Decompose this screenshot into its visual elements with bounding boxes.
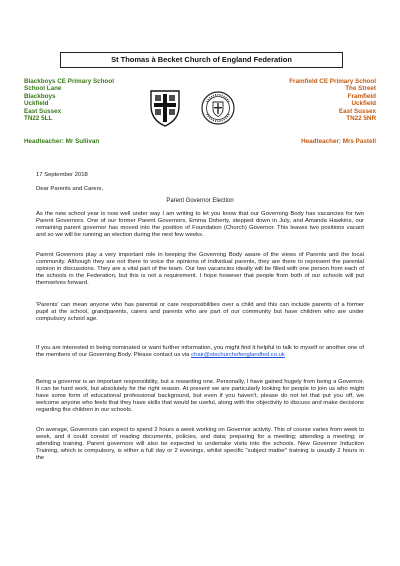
paragraph-role: Parent Governors play a very important role in keeping the Governing Body aware of the views of Parents and the local community. Although they are not there to voice the opinions of individual parents, they are there to represent the parental opinion in discussions. They are a vital part of the team. Our two vacancies ideally will be filled with one person from each of the schools in the Federation, but this is not a requirement. I hope however that people from both of our schools will put themselves forward. bbox=[36, 252, 364, 287]
paragraph-responsibility: Being a governor is an important responsibility, but a rewarding one. Personally, I have gained hugely from being a Governor. It can be hard work, but absolutely for the right reason. At present we are particularly looking for people to join us who might have some form of educational professional background, but even if you haven't, please do not let that put you off, we welcome anyone who feels that they have skills that would be useful, along with the objectivity to discuss and make decisions regarding the children in our schools. bbox=[36, 379, 364, 414]
right-school-street: The Street bbox=[345, 85, 376, 93]
salutation: Dear Parents and Carers, bbox=[36, 186, 104, 192]
left-school-street: School Lane bbox=[24, 85, 62, 93]
right-school-town: Uckfield bbox=[351, 100, 376, 108]
federation-title: St Thomas à Becket Church of England Federation bbox=[60, 52, 343, 68]
contact-text: If you are interested in being nominated or want further information, you might find it helpful to talk to myself or another one of the members of our Governing Body. Please contact us via bbox=[36, 345, 364, 359]
left-school-name: Blackboys CE Primary School bbox=[24, 78, 114, 85]
right-school-address bbox=[289, 78, 376, 122]
right-school-county: East Sussex bbox=[338, 107, 376, 115]
left-school-address bbox=[24, 78, 114, 122]
paragraph-contact bbox=[36, 345, 364, 359]
left-school-town: Uckfield bbox=[24, 100, 49, 108]
right-school-name: Framfield CE Primary School bbox=[289, 78, 376, 85]
paragraph-parents-definition: 'Parents' can mean anyone who has parental or care responsibilities over a child and this can include parents of a former pupil at the school, grandparents, carers and parents who are part of our community but have children who are under compulsory school age. bbox=[36, 302, 364, 323]
right-school-village: Framfield bbox=[347, 92, 376, 100]
paragraph-vacancies: As the new school year is now well under way I am writing to let you know that our Governing Body has vacancies for two Parent Governors. One of our former Parent Governors, Emma Doherty, stepped down in July, and Amanda Hawkins, our remaining parent governor has moved into the position of Foundation (Church) Governor. This leaves two positions vacant and so we will be running an election during the next few weeks. bbox=[36, 211, 364, 239]
church-shield-logo-icon bbox=[148, 88, 182, 128]
contact-email-link[interactable]: chair@stschurchofenglandfed.co.uk bbox=[191, 352, 285, 359]
letter-date: 17 September 2018 bbox=[36, 172, 88, 178]
left-school-postcode: TN22 5LL bbox=[24, 115, 53, 123]
school-crest-logo-icon bbox=[200, 90, 236, 126]
paragraph-time-commitment: On average, Governors can expect to spend 2 hours a week working on Governor activity. This of course varies from week to week, and it could consist of reading documents, policies, and data; preparing for a meeting; attending a meeting; or attending training. Parent governors will also be expected to undertake visits into the schools. New Governor Induction Training, which is compulsory, is either a full day or 2 evenings, whilst specific "subject matter" training is usually 2 hours in the bbox=[36, 427, 364, 462]
letter-subject: Parent Governor Election bbox=[166, 198, 234, 204]
left-headteacher: Headteacher: Mr Sullivan bbox=[24, 138, 100, 145]
left-school-county: East Sussex bbox=[24, 107, 62, 115]
right-headteacher: Headteacher: Mrs Pastell bbox=[301, 138, 376, 145]
left-school-village: Blackboys bbox=[24, 92, 56, 100]
right-school-postcode: TN22 5NR bbox=[346, 115, 376, 123]
